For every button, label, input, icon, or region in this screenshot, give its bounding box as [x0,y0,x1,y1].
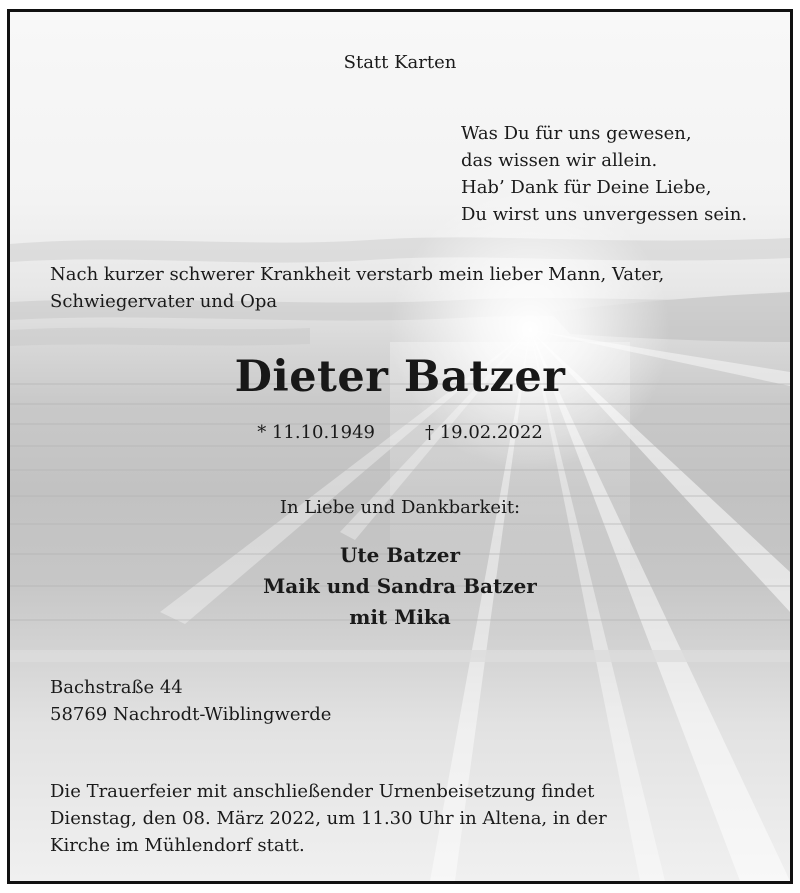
deceased-name: Dieter Batzer [234,352,566,402]
poem-line: Du wirst uns unvergessen sein. [461,204,748,225]
mourner-name: Ute Batzer [339,543,461,567]
intro-text: Nach kurzer schwerer Krankheit verstarb mein lieber Mann, Vater, Schwiegervater und Opa [50,264,665,312]
ceremony-line: Kirche im Mühlendorf statt. [50,835,305,856]
mourners-list [10,540,790,633]
life-dates [10,422,790,443]
address-street: Bachstraße 44 [50,677,183,698]
poem-line: Hab’ Dank für Deine Liebe, [461,177,712,198]
header-text: Statt Karten [343,52,457,73]
poem-line: das wissen wir allein. [461,150,658,171]
mourner-name: Maik und Sandra Batzer [263,574,537,598]
poem [461,120,747,228]
ceremony-line: Dienstag, den 08. März 2022, um 11.30 Uhr in Altena, in der [50,808,607,829]
ceremony-info [50,778,607,859]
gratitude-line: In Liebe und Dankbarkeit: [279,497,521,518]
mourner-name: mit Mika [349,605,451,629]
poem-line: Was Du für uns gewesen, [461,123,692,144]
birth-date: * 11.10.1949 [257,422,375,443]
obituary-frame [7,9,793,884]
address-block [50,674,331,728]
ceremony-line: Die Trauerfeier mit anschließender Urnenbeisetzung findet [50,781,595,802]
shoreline [10,650,790,662]
death-date: † 19.02.2022 [425,422,543,443]
address-city: 58769 Nachrodt-Wiblingwerde [50,704,332,725]
